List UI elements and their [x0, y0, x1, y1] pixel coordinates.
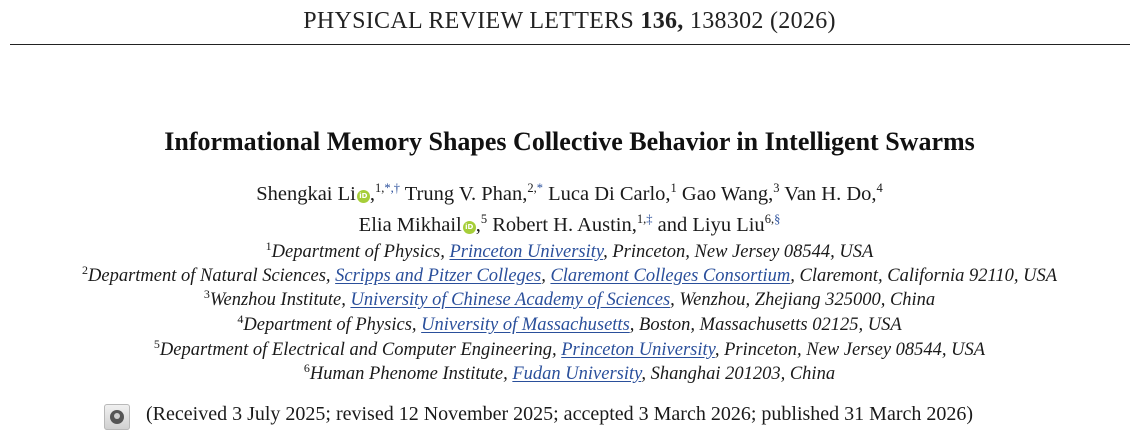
- authors-line-1: [0, 183, 1139, 206]
- publication-dates: (Received 3 July 2025; revised 12 November 2025; accepted 3 March 2026; published 31 March 2026): [146, 403, 974, 425]
- affiliation-text: Department of Physics,: [271, 242, 450, 262]
- affiliation-text: , Princeton, New Jersey 08544, USA: [714, 340, 986, 360]
- affiliation-number: 5: [153, 337, 160, 351]
- affiliation-number: 6: [303, 361, 310, 375]
- author-affil-num: 3: [773, 181, 780, 195]
- journal-header: [0, 8, 1139, 35]
- affiliation-2: [0, 263, 1139, 287]
- orcid-icon[interactable]: iD: [463, 221, 476, 234]
- author-footnote-link[interactable]: *,†: [384, 181, 400, 195]
- author-affil-num: 1: [670, 181, 677, 195]
- author-affil-num: 2,: [527, 181, 537, 195]
- institution-link[interactable]: Princeton University: [561, 340, 715, 360]
- author-name[interactable]: Trung V. Phan,: [404, 183, 528, 205]
- author-name[interactable]: Elia Mikhail: [358, 214, 462, 236]
- affiliation-text: Department of Natural Sciences,: [88, 266, 336, 286]
- journal-volume: 136,: [640, 8, 684, 34]
- affiliation-1: [0, 239, 1139, 263]
- author-name[interactable]: Robert H. Austin,: [492, 214, 637, 236]
- author-affil-num: 1,: [636, 212, 647, 226]
- institution-link[interactable]: University of Massachusetts: [421, 315, 630, 335]
- affiliation-text: , Boston, Massachusetts 02125, USA: [629, 315, 902, 335]
- author-footnote-link[interactable]: *: [536, 181, 544, 195]
- affiliation-text: , Claremont, California 92110, USA: [790, 266, 1057, 286]
- institution-link[interactable]: University of Chinese Academy of Sciences: [350, 290, 671, 310]
- crossmark-icon[interactable]: [104, 404, 130, 430]
- affiliation-text: Department of Electrical and Computer Engineering,: [159, 340, 562, 360]
- affiliation-text: , Wenzhou, Zhejiang 325000, China: [670, 290, 936, 310]
- institution-link[interactable]: Claremont Colleges Consortium: [550, 266, 791, 286]
- affiliation-text: Department of Physics,: [243, 315, 422, 335]
- affiliation-3: [0, 287, 1139, 311]
- author-affil-num: 4: [876, 181, 883, 195]
- orcid-icon[interactable]: iD: [357, 190, 370, 203]
- affiliation-number: 3: [203, 287, 210, 301]
- author-separator: ,: [475, 214, 481, 236]
- header-rule: [10, 44, 1130, 45]
- institution-link[interactable]: Fudan University: [512, 364, 642, 384]
- affiliation-6: [0, 361, 1139, 385]
- author-affil-num: 1,: [374, 181, 385, 195]
- affiliation-text: , Shanghai 201203, China: [641, 364, 836, 384]
- authors-line-2: [0, 214, 1139, 237]
- publication-dates-row: [0, 403, 1139, 431]
- author-affil-num: 6,: [764, 212, 775, 226]
- article-number: 138302 (2026): [689, 8, 836, 34]
- affiliation-text: , Princeton, New Jersey 08544, USA: [603, 242, 874, 262]
- author-name[interactable]: Shengkai Li: [256, 183, 356, 205]
- affiliation-5: [0, 337, 1139, 361]
- author-name[interactable]: Luca Di Carlo,: [548, 183, 671, 205]
- author-footnote-link[interactable]: ‡: [646, 212, 653, 226]
- journal-name: PHYSICAL REVIEW LETTERS: [303, 8, 635, 34]
- author-name[interactable]: Gao Wang,: [681, 183, 774, 205]
- author-footnote-link[interactable]: §: [774, 212, 781, 226]
- affiliation-number: 2: [82, 263, 88, 277]
- author-name[interactable]: Liyu Liu: [692, 214, 765, 236]
- affiliation-number: 1: [265, 239, 272, 253]
- institution-link[interactable]: Princeton University: [449, 242, 604, 262]
- author-separator: ,: [369, 183, 375, 205]
- institution-link[interactable]: Scripps and Pitzer Colleges: [335, 266, 542, 286]
- author-name[interactable]: Van H. Do,: [784, 183, 877, 205]
- affiliation-text: Wenzhou Institute,: [209, 290, 351, 310]
- affiliation-text: ,: [541, 266, 551, 286]
- affiliation-4: [0, 312, 1139, 336]
- author-affil-num: 5: [480, 212, 488, 226]
- affiliation-text: Human Phenome Institute,: [309, 364, 513, 384]
- paper-title: Informational Memory Shapes Collective Behavior in Intelligent Swarms: [164, 127, 975, 156]
- author-conjunction: and: [657, 214, 688, 236]
- affiliation-number: 4: [237, 312, 244, 326]
